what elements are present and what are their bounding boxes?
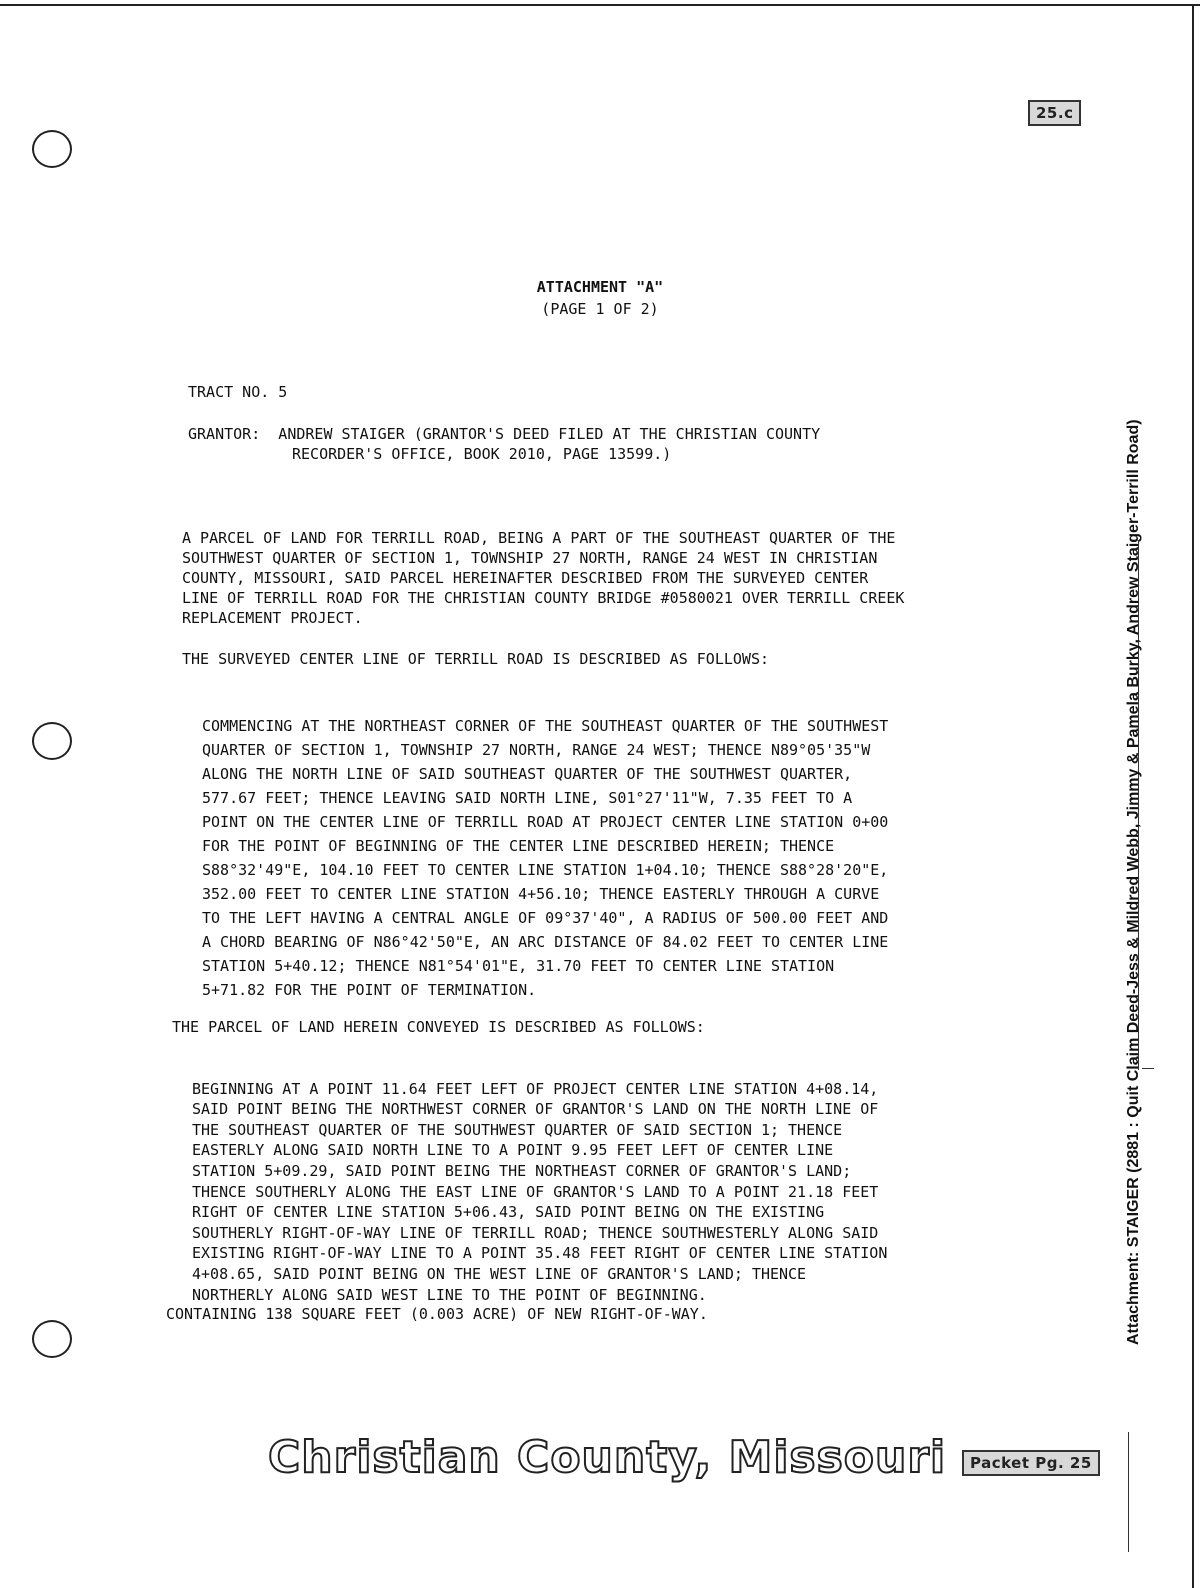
centerline-heading: THE SURVEYED CENTER LINE OF TERRILL ROAD IS DESCRIBED AS FOLLOWS: bbox=[182, 650, 769, 668]
parcel-line: BEGINNING AT A POINT 11.64 FEET LEFT OF PROJECT CENTER LINE STATION 4+08.14, bbox=[192, 1079, 879, 1098]
centerline-line: COMMENCING AT THE NORTHEAST CORNER OF THE SOUTHEAST QUARTER OF THE SOUTHWEST bbox=[202, 717, 889, 735]
attachment-title: ATTACHMENT "A" bbox=[536, 278, 664, 296]
parcel-line: STATION 5+09.29, SAID POINT BEING THE NORTHEAST CORNER OF GRANTOR'S LAND; bbox=[192, 1161, 852, 1180]
centerline-line: STATION 5+40.12; THENCE N81°54'01"E, 31.70 FEET TO CENTER LINE STATION bbox=[202, 957, 835, 975]
punch-hole-icon bbox=[32, 130, 72, 168]
packet-page-stamp: Packet Pg. 25 bbox=[962, 1450, 1100, 1476]
page-border-top bbox=[0, 4, 1200, 6]
centerline-line: 352.00 FEET TO CENTER LINE STATION 4+56.10; THENCE EASTERLY THROUGH A CURVE bbox=[202, 885, 880, 903]
margin-tick bbox=[1142, 1068, 1154, 1069]
tract-number: TRACT NO. 5 bbox=[188, 383, 288, 401]
intro-line: REPLACEMENT PROJECT. bbox=[182, 609, 363, 627]
intro-line: A PARCEL OF LAND FOR TERRILL ROAD, BEING A PART OF THE SOUTHEAST QUARTER OF THE bbox=[182, 529, 896, 547]
parcel-line: THENCE SOUTHERLY ALONG THE EAST LINE OF GRANTOR'S LAND TO A POINT 21.18 FEET bbox=[192, 1182, 879, 1201]
centerline-line: TO THE LEFT HAVING A CENTRAL ANGLE OF 09°37'40", A RADIUS OF 500.00 FEET AND bbox=[202, 909, 889, 927]
parcel-line: EASTERLY ALONG SAID NORTH LINE TO A POINT 9.95 FEET LEFT OF CENTER LINE bbox=[192, 1141, 834, 1160]
centerline-line: S88°32'49"E, 104.10 FEET TO CENTER LINE STATION 1+04.10; THENCE S88°28'20"E, bbox=[202, 861, 889, 879]
containing-statement: CONTAINING 138 SQUARE FEET (0.003 ACRE) OF NEW RIGHT-OF-WAY. bbox=[166, 1305, 708, 1323]
punch-hole-icon bbox=[32, 1320, 72, 1358]
intro-line: SOUTHWEST QUARTER OF SECTION 1, TOWNSHIP 27 NORTH, RANGE 24 WEST IN CHRISTIAN bbox=[182, 549, 878, 567]
parcel-paragraph bbox=[192, 1058, 887, 1326]
footer-county-name: Christian County, Missouri bbox=[268, 1432, 947, 1483]
grantor-line-2: RECORDER'S OFFICE, BOOK 2010, PAGE 13599.) bbox=[292, 445, 672, 463]
intro-line: LINE OF TERRILL ROAD FOR THE CHRISTIAN COUNTY BRIDGE #0580021 OVER TERRILL CREEK bbox=[182, 589, 905, 607]
parcel-line: EXISTING RIGHT-OF-WAY LINE TO A POINT 35.48 FEET RIGHT OF CENTER LINE STATION bbox=[192, 1244, 888, 1263]
parcel-line: RIGHT OF CENTER LINE STATION 5+06.43, SAID POINT BEING ON THE EXISTING bbox=[192, 1203, 825, 1222]
punch-hole-icon bbox=[32, 722, 72, 760]
parcel-line: THE SOUTHEAST QUARTER OF THE SOUTHWEST QUARTER OF SAID SECTION 1; THENCE bbox=[192, 1120, 843, 1139]
side-attachment-label: Attachment: STAIGER (2881 : Quit Claim Deed-Jess & Mildred Webb, Jimmy & Pamela Burky, Andrew Staiger-Terrill Road) bbox=[1125, 419, 1142, 1345]
centerline-line: 577.67 FEET; THENCE LEAVING SAID NORTH LINE, S01°27'11"W, 7.35 FEET TO A bbox=[202, 789, 853, 807]
intro-line: COUNTY, MISSOURI, SAID PARCEL HEREINAFTER DESCRIBED FROM THE SURVEYED CENTER bbox=[182, 569, 869, 587]
grantor-line-1: GRANTOR: ANDREW STAIGER (GRANTOR'S DEED FILED AT THE CHRISTIAN COUNTY bbox=[188, 425, 821, 443]
margin-tick bbox=[1128, 1432, 1129, 1552]
parcel-heading: THE PARCEL OF LAND HEREIN CONVEYED IS DESCRIBED AS FOLLOWS: bbox=[172, 1018, 705, 1036]
parcel-line: SAID POINT BEING THE NORTHWEST CORNER OF GRANTOR'S LAND ON THE NORTH LINE OF bbox=[192, 1100, 879, 1119]
page-border-right bbox=[1192, 4, 1194, 1588]
centerline-line: POINT ON THE CENTER LINE OF TERRILL ROAD AT PROJECT CENTER LINE STATION 0+00 bbox=[202, 813, 889, 831]
centerline-paragraph bbox=[202, 690, 888, 1026]
parcel-line: SOUTHERLY RIGHT-OF-WAY LINE OF TERRILL ROAD; THENCE SOUTHWESTERLY ALONG SAID bbox=[192, 1223, 879, 1242]
centerline-line: 5+71.82 FOR THE POINT OF TERMINATION. bbox=[202, 981, 537, 999]
centerline-line: ALONG THE NORTH LINE OF SAID SOUTHEAST QUARTER OF THE SOUTHWEST QUARTER, bbox=[202, 765, 853, 783]
parcel-line: 4+08.65, SAID POINT BEING ON THE WEST LINE OF GRANTOR'S LAND; THENCE bbox=[192, 1264, 807, 1283]
page-indicator: (PAGE 1 OF 2) bbox=[541, 300, 659, 318]
intro-paragraph bbox=[182, 508, 904, 648]
parcel-line: NORTHERLY ALONG SAID WEST LINE TO THE POINT OF BEGINNING. bbox=[192, 1285, 707, 1304]
centerline-line: QUARTER OF SECTION 1, TOWNSHIP 27 NORTH, RANGE 24 WEST; THENCE N89°05'35"W bbox=[202, 741, 871, 759]
centerline-line: A CHORD BEARING OF N86°42'50"E, AN ARC DISTANCE OF 84.02 FEET TO CENTER LINE bbox=[202, 933, 889, 951]
centerline-line: FOR THE POINT OF BEGINNING OF THE CENTER LINE DESCRIBED HEREIN; THENCE bbox=[202, 837, 835, 855]
item-stamp: 25.c bbox=[1028, 100, 1081, 126]
